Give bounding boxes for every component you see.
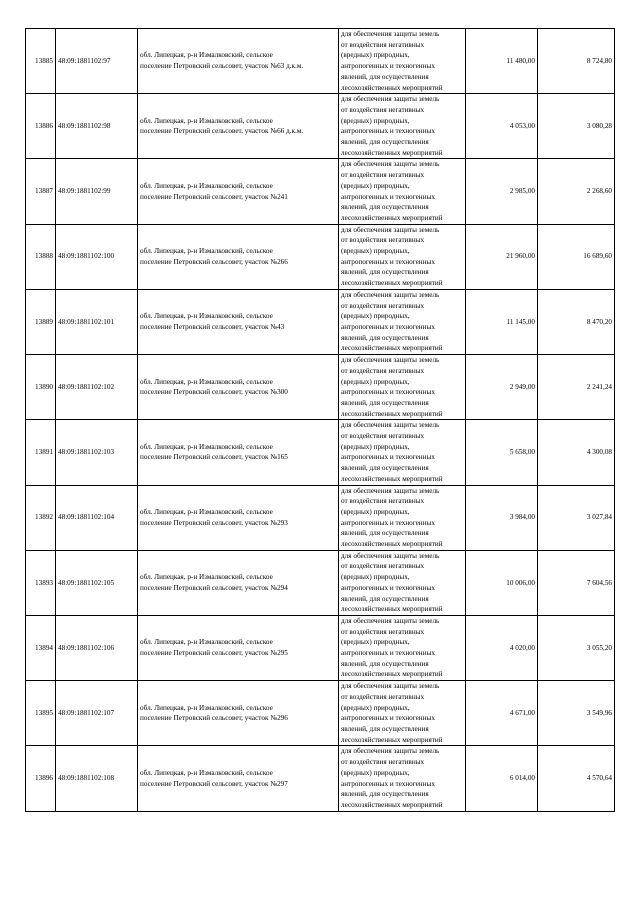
area: 3 984,00 <box>466 485 538 550</box>
cadastral-value: 3 549,96 <box>538 681 615 746</box>
cadastral-number: 48:09:1881102:106 <box>56 615 138 680</box>
table-row <box>26 485 615 550</box>
cadastral-number: 48:09:1881102:100 <box>56 224 138 289</box>
address: обл. Липецкая, р-н Измалковский, сельское поселение Петровский сельсовет, участок №165 <box>138 420 339 485</box>
row-number: 13891 <box>26 420 56 485</box>
address: обл. Липецкая, р-н Измалковский, сельское поселение Петровский сельсовет, участок №295 <box>138 615 339 680</box>
permitted-use: для обеспечения защиты земель от воздействия негативных (вредных) природных, антропогенных и техногенных явлений, для осуществления лесохозяйственных мероприятий <box>339 289 466 354</box>
address: обл. Липецкая, р-н Измалковский, сельское поселение Петровский сельсовет, участок №293 <box>138 485 339 550</box>
address: обл. Липецкая, р-н Измалковский, сельское поселение Петровский сельсовет, участок №294 <box>138 550 339 615</box>
table-row <box>26 159 615 224</box>
area: 4 020,00 <box>466 615 538 680</box>
cadastral-number: 48:09:1881102:98 <box>56 94 138 159</box>
table-row <box>26 29 615 94</box>
table-row <box>26 355 615 420</box>
permitted-use: для обеспечения защиты земель от воздействия негативных (вредных) природных, антропогенных и техногенных явлений, для осуществления лесохозяйственных мероприятий <box>339 355 466 420</box>
cadastral-value: 3 055,20 <box>538 615 615 680</box>
address: обл. Липецкая, р-н Измалковский, сельское поселение Петровский сельсовет, участок №296 <box>138 681 339 746</box>
permitted-use: для обеспечения защиты земель от воздействия негативных (вредных) природных, антропогенных и техногенных явлений, для осуществления лесохозяйственных мероприятий <box>339 94 466 159</box>
cadastral-value: 8 470,20 <box>538 289 615 354</box>
area: 2 949,00 <box>466 355 538 420</box>
row-number: 13888 <box>26 224 56 289</box>
address: обл. Липецкая, р-н Измалковский, сельское поселение Петровский сельсовет, участок №66 д.к.м. <box>138 94 339 159</box>
row-number: 13896 <box>26 746 56 811</box>
cadastral-number: 48:09:1881102:99 <box>56 159 138 224</box>
address: обл. Липецкая, р-н Измалковский, сельское поселение Петровский сельсовет, участок №43 <box>138 289 339 354</box>
cadastral-value: 16 689,60 <box>538 224 615 289</box>
cadastral-number: 48:09:1881102:104 <box>56 485 138 550</box>
row-number: 13889 <box>26 289 56 354</box>
row-number: 13894 <box>26 615 56 680</box>
permitted-use: для обеспечения защиты земель от воздействия негативных (вредных) природных, антропогенных и техногенных явлений, для осуществления лесохозяйственных мероприятий <box>339 550 466 615</box>
address: обл. Липецкая, р-н Измалковский, сельское поселение Петровский сельсовет, участок №300 <box>138 355 339 420</box>
cadastral-number: 48:09:1881102:105 <box>56 550 138 615</box>
table-row <box>26 224 615 289</box>
row-number: 13885 <box>26 29 56 94</box>
permitted-use: для обеспечения защиты земель от воздействия негативных (вредных) природных, антропогенных и техногенных явлений, для осуществления лесохозяйственных мероприятий <box>339 615 466 680</box>
row-number: 13886 <box>26 94 56 159</box>
address: обл. Липецкая, р-н Измалковский, сельское поселение Петровский сельсовет, участок №241 <box>138 159 339 224</box>
area: 11 480,00 <box>466 29 538 94</box>
address: обл. Липецкая, р-н Измалковский, сельское поселение Петровский сельсовет, участок №297 <box>138 746 339 811</box>
area: 2 985,00 <box>466 159 538 224</box>
address: обл. Липецкая, р-н Измалковский, сельское поселение Петровский сельсовет, участок №266 <box>138 224 339 289</box>
row-number: 13892 <box>26 485 56 550</box>
permitted-use: для обеспечения защиты земель от воздействия негативных (вредных) природных, антропогенных и техногенных явлений, для осуществления лесохозяйственных мероприятий <box>339 420 466 485</box>
area: 21 960,00 <box>466 224 538 289</box>
permitted-use: для обеспечения защиты земель от воздействия негативных (вредных) природных, антропогенных и техногенных явлений, для осуществления лесохозяйственных мероприятий <box>339 681 466 746</box>
row-number: 13890 <box>26 355 56 420</box>
table-row <box>26 681 615 746</box>
cadastral-value: 2 241,24 <box>538 355 615 420</box>
area: 4 671,00 <box>466 681 538 746</box>
cadastral-number: 48:09:1881102:108 <box>56 746 138 811</box>
table-row <box>26 420 615 485</box>
area: 6 014,00 <box>466 746 538 811</box>
area: 11 145,00 <box>466 289 538 354</box>
permitted-use: для обеспечения защиты земель от воздействия негативных (вредных) природных, антропогенных и техногенных явлений, для осуществления лесохозяйственных мероприятий <box>339 746 466 811</box>
cadastral-number: 48:09:1881102:101 <box>56 289 138 354</box>
cadastral-value: 3 027,84 <box>538 485 615 550</box>
table-row <box>26 289 615 354</box>
cadastral-value: 3 080,28 <box>538 94 615 159</box>
row-number: 13895 <box>26 681 56 746</box>
area: 4 053,00 <box>466 94 538 159</box>
permitted-use: для обеспечения защиты земель от воздействия негативных (вредных) природных, антропогенных и техногенных явлений, для осуществления лесохозяйственных мероприятий <box>339 29 466 94</box>
land-registry-table <box>25 28 615 812</box>
address: обл. Липецкая, р-н Измалковский, сельское поселение Петровский сельсовет, участок №63 д.к.м. <box>138 29 339 94</box>
row-number: 13893 <box>26 550 56 615</box>
cadastral-value: 4 570,64 <box>538 746 615 811</box>
cadastral-number: 48:09:1881102:102 <box>56 355 138 420</box>
permitted-use: для обеспечения защиты земель от воздействия негативных (вредных) природных, антропогенных и техногенных явлений, для осуществления лесохозяйственных мероприятий <box>339 485 466 550</box>
table-row <box>26 94 615 159</box>
table-row <box>26 746 615 811</box>
area: 5 658,00 <box>466 420 538 485</box>
permitted-use: для обеспечения защиты земель от воздействия негативных (вредных) природных, антропогенных и техногенных явлений, для осуществления лесохозяйственных мероприятий <box>339 224 466 289</box>
permitted-use: для обеспечения защиты земель от воздействия негативных (вредных) природных, антропогенных и техногенных явлений, для осуществления лесохозяйственных мероприятий <box>339 159 466 224</box>
cadastral-number: 48:09:1881102:107 <box>56 681 138 746</box>
cadastral-number: 48:09:1881102:103 <box>56 420 138 485</box>
cadastral-number: 48:09:1881102:97 <box>56 29 138 94</box>
cadastral-value: 7 604,56 <box>538 550 615 615</box>
cadastral-value: 2 268,60 <box>538 159 615 224</box>
area: 10 006,00 <box>466 550 538 615</box>
cadastral-value: 8 724,80 <box>538 29 615 94</box>
table-row <box>26 615 615 680</box>
row-number: 13887 <box>26 159 56 224</box>
cadastral-value: 4 300,08 <box>538 420 615 485</box>
table-row <box>26 550 615 615</box>
